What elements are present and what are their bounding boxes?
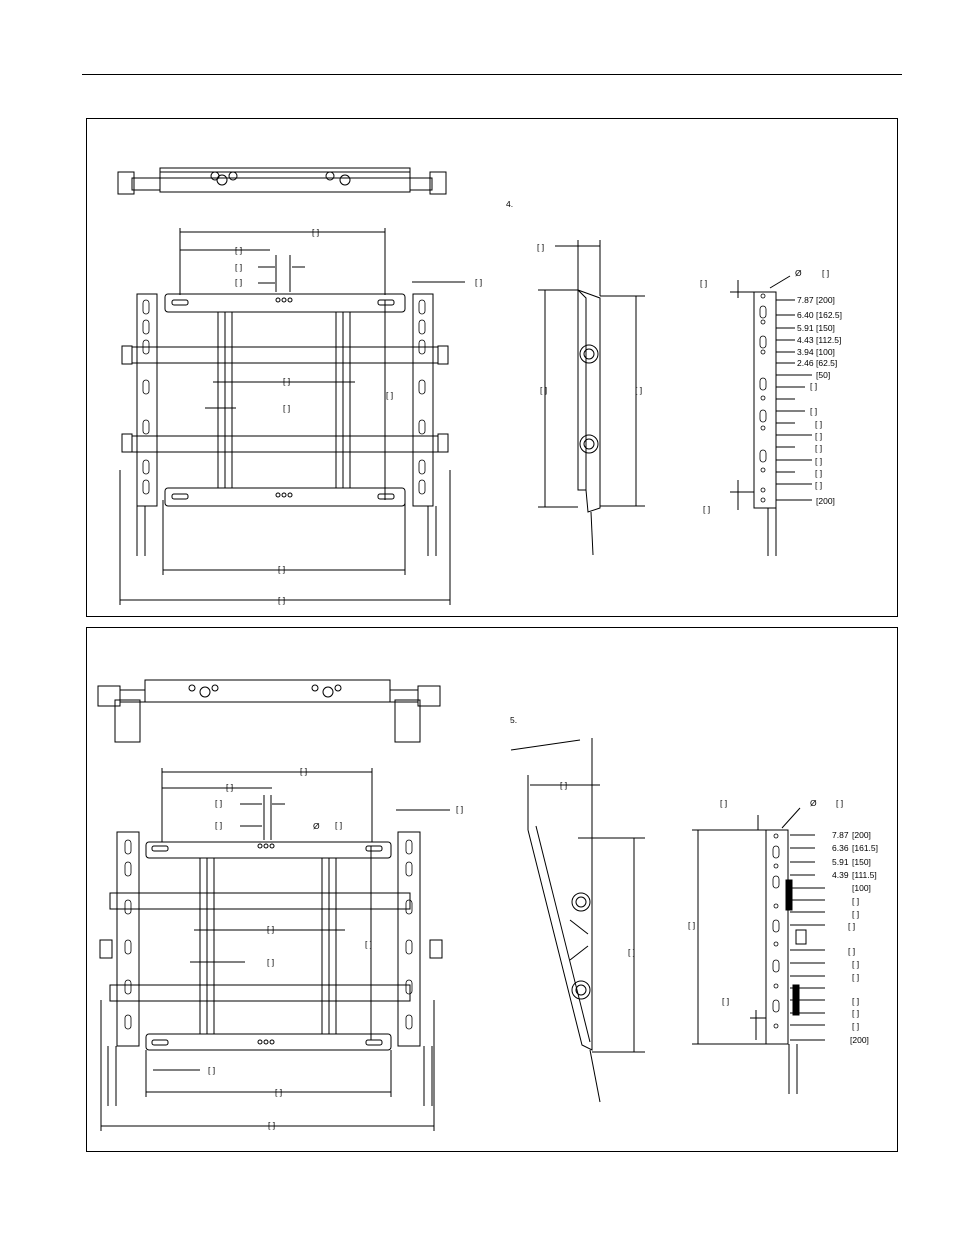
step-4-label: 4.: [506, 199, 514, 209]
hole-label-2-1-mm: [161.5]: [852, 843, 878, 853]
dimension-bracket: [ ]: [852, 1008, 860, 1018]
hole-label-1-bottom: [200]: [816, 496, 835, 506]
hole-label-2-4-mm: [100]: [852, 883, 871, 893]
dimension-bracket: [ ]: [365, 939, 373, 949]
dimension-bracket: [ ]: [720, 798, 728, 808]
hole-label-1-5-in: 2.46: [797, 358, 814, 368]
dimension-bracket: [ ]: [215, 820, 223, 830]
hole-pattern-2: [692, 808, 825, 1094]
hole-label-1-6-mm: [50]: [816, 370, 831, 380]
hole-label-1-1-in: 6.40: [797, 310, 814, 320]
dimension-bracket: [ ]: [688, 920, 696, 930]
diameter-symbol-1: Ø: [795, 268, 802, 278]
dimension-bracket: [ ]: [278, 564, 286, 574]
dimension-bracket: [ ]: [852, 1021, 860, 1031]
dimension-bracket: [ ]: [810, 406, 818, 416]
dimension-bracket: [ ]: [822, 268, 830, 278]
diameter-symbol-2: Ø: [810, 798, 817, 808]
dimension-bracket: [ ]: [560, 780, 568, 790]
dimension-bracket: [ ]: [815, 456, 823, 466]
front-view-1: [120, 228, 465, 605]
dimension-bracket: [ ]: [836, 798, 844, 808]
hole-label-1-1-mm: [162.5]: [816, 310, 842, 320]
side-view-1: [538, 240, 645, 555]
dimension-bracket: [ ]: [475, 277, 483, 287]
dimension-bracket: [ ]: [810, 381, 818, 391]
dimension-bracket: [ ]: [267, 924, 275, 934]
diameter-symbol-3: Ø: [313, 821, 320, 831]
dimension-bracket: [ ]: [815, 480, 823, 490]
dimension-bracket: [ ]: [267, 957, 275, 967]
dimension-bracket: [ ]: [537, 242, 545, 252]
hole-label-2-2-mm: [150]: [852, 857, 871, 867]
dimension-bracket: [ ]: [848, 946, 856, 956]
dimension-bracket: [ ]: [852, 972, 860, 982]
dimension-bracket: [ ]: [815, 431, 823, 441]
dimension-bracket: [ ]: [268, 1120, 276, 1130]
dimension-bracket: [ ]: [456, 804, 464, 814]
hole-label-2-3-mm: [111.5]: [852, 870, 877, 880]
dimension-bracket: [ ]: [300, 766, 308, 776]
dimension-bracket: [ ]: [226, 782, 234, 792]
hole-label-1-2-mm: [150]: [816, 323, 835, 333]
dimension-bracket: [ ]: [283, 376, 291, 386]
dimension-bracket: [ ]: [312, 227, 320, 237]
hole-label-1-5-mm: [62.5]: [816, 358, 838, 368]
side-view-2: [511, 738, 645, 1102]
dimension-bracket: [ ]: [386, 390, 394, 400]
dimension-bracket: [ ]: [540, 385, 548, 395]
hole-label-2-bottom: [200]: [850, 1035, 869, 1045]
dimension-bracket: [ ]: [235, 262, 243, 272]
dimension-bracket: [ ]: [700, 278, 708, 288]
dimension-bracket: [ ]: [628, 947, 636, 957]
dimension-bracket: [ ]: [235, 277, 243, 287]
hole-label-2-0-mm: [200]: [852, 830, 871, 840]
dimension-bracket: [ ]: [278, 595, 286, 605]
hole-label-1-3-in: 4.43: [797, 335, 814, 345]
top-view-1: [118, 168, 446, 194]
dimension-bracket: [ ]: [722, 996, 730, 1006]
dimension-bracket: [ ]: [275, 1087, 283, 1097]
dimension-bracket: [ ]: [852, 996, 860, 1006]
dimension-brackets: [208, 227, 859, 1130]
dimension-bracket: [ ]: [815, 443, 823, 453]
hole-label-2-2-in: 5.91: [832, 857, 849, 867]
hole-label-1-4-in: 3.94: [797, 347, 814, 357]
dimension-bracket: [ ]: [815, 468, 823, 478]
front-view-2: [100, 768, 450, 1131]
hole-label-2-3-in: 4.39: [832, 870, 849, 880]
dimension-bracket: [ ]: [208, 1065, 216, 1075]
dimension-bracket: [ ]: [703, 504, 711, 514]
hole-label-1-4-mm: [100]: [816, 347, 835, 357]
hole-label-2-0-in: 7.87: [832, 830, 849, 840]
dimension-bracket: [ ]: [215, 798, 223, 808]
dimension-bracket: [ ]: [635, 385, 643, 395]
top-view-2: [98, 680, 440, 742]
dimension-bracket: [ ]: [283, 403, 291, 413]
dimension-bracket: [ ]: [235, 245, 243, 255]
dimension-bracket: [ ]: [852, 909, 860, 919]
dimension-bracket: [ ]: [852, 896, 860, 906]
hole-label-1-3-mm: [112.5]: [816, 335, 842, 345]
dimension-bracket: [ ]: [335, 820, 343, 830]
hole-label-1-2-in: 5.91: [797, 323, 814, 333]
hole-label-1-0-in: 7.87: [797, 295, 814, 305]
dimension-bracket: [ ]: [852, 959, 860, 969]
hole-label-2-1-in: 6.36: [832, 843, 849, 853]
step-5-label: 5.: [510, 715, 518, 725]
dimension-bracket: [ ]: [848, 921, 856, 931]
dimension-bracket: [ ]: [815, 419, 823, 429]
hole-label-1-0-mm: [200]: [816, 295, 835, 305]
